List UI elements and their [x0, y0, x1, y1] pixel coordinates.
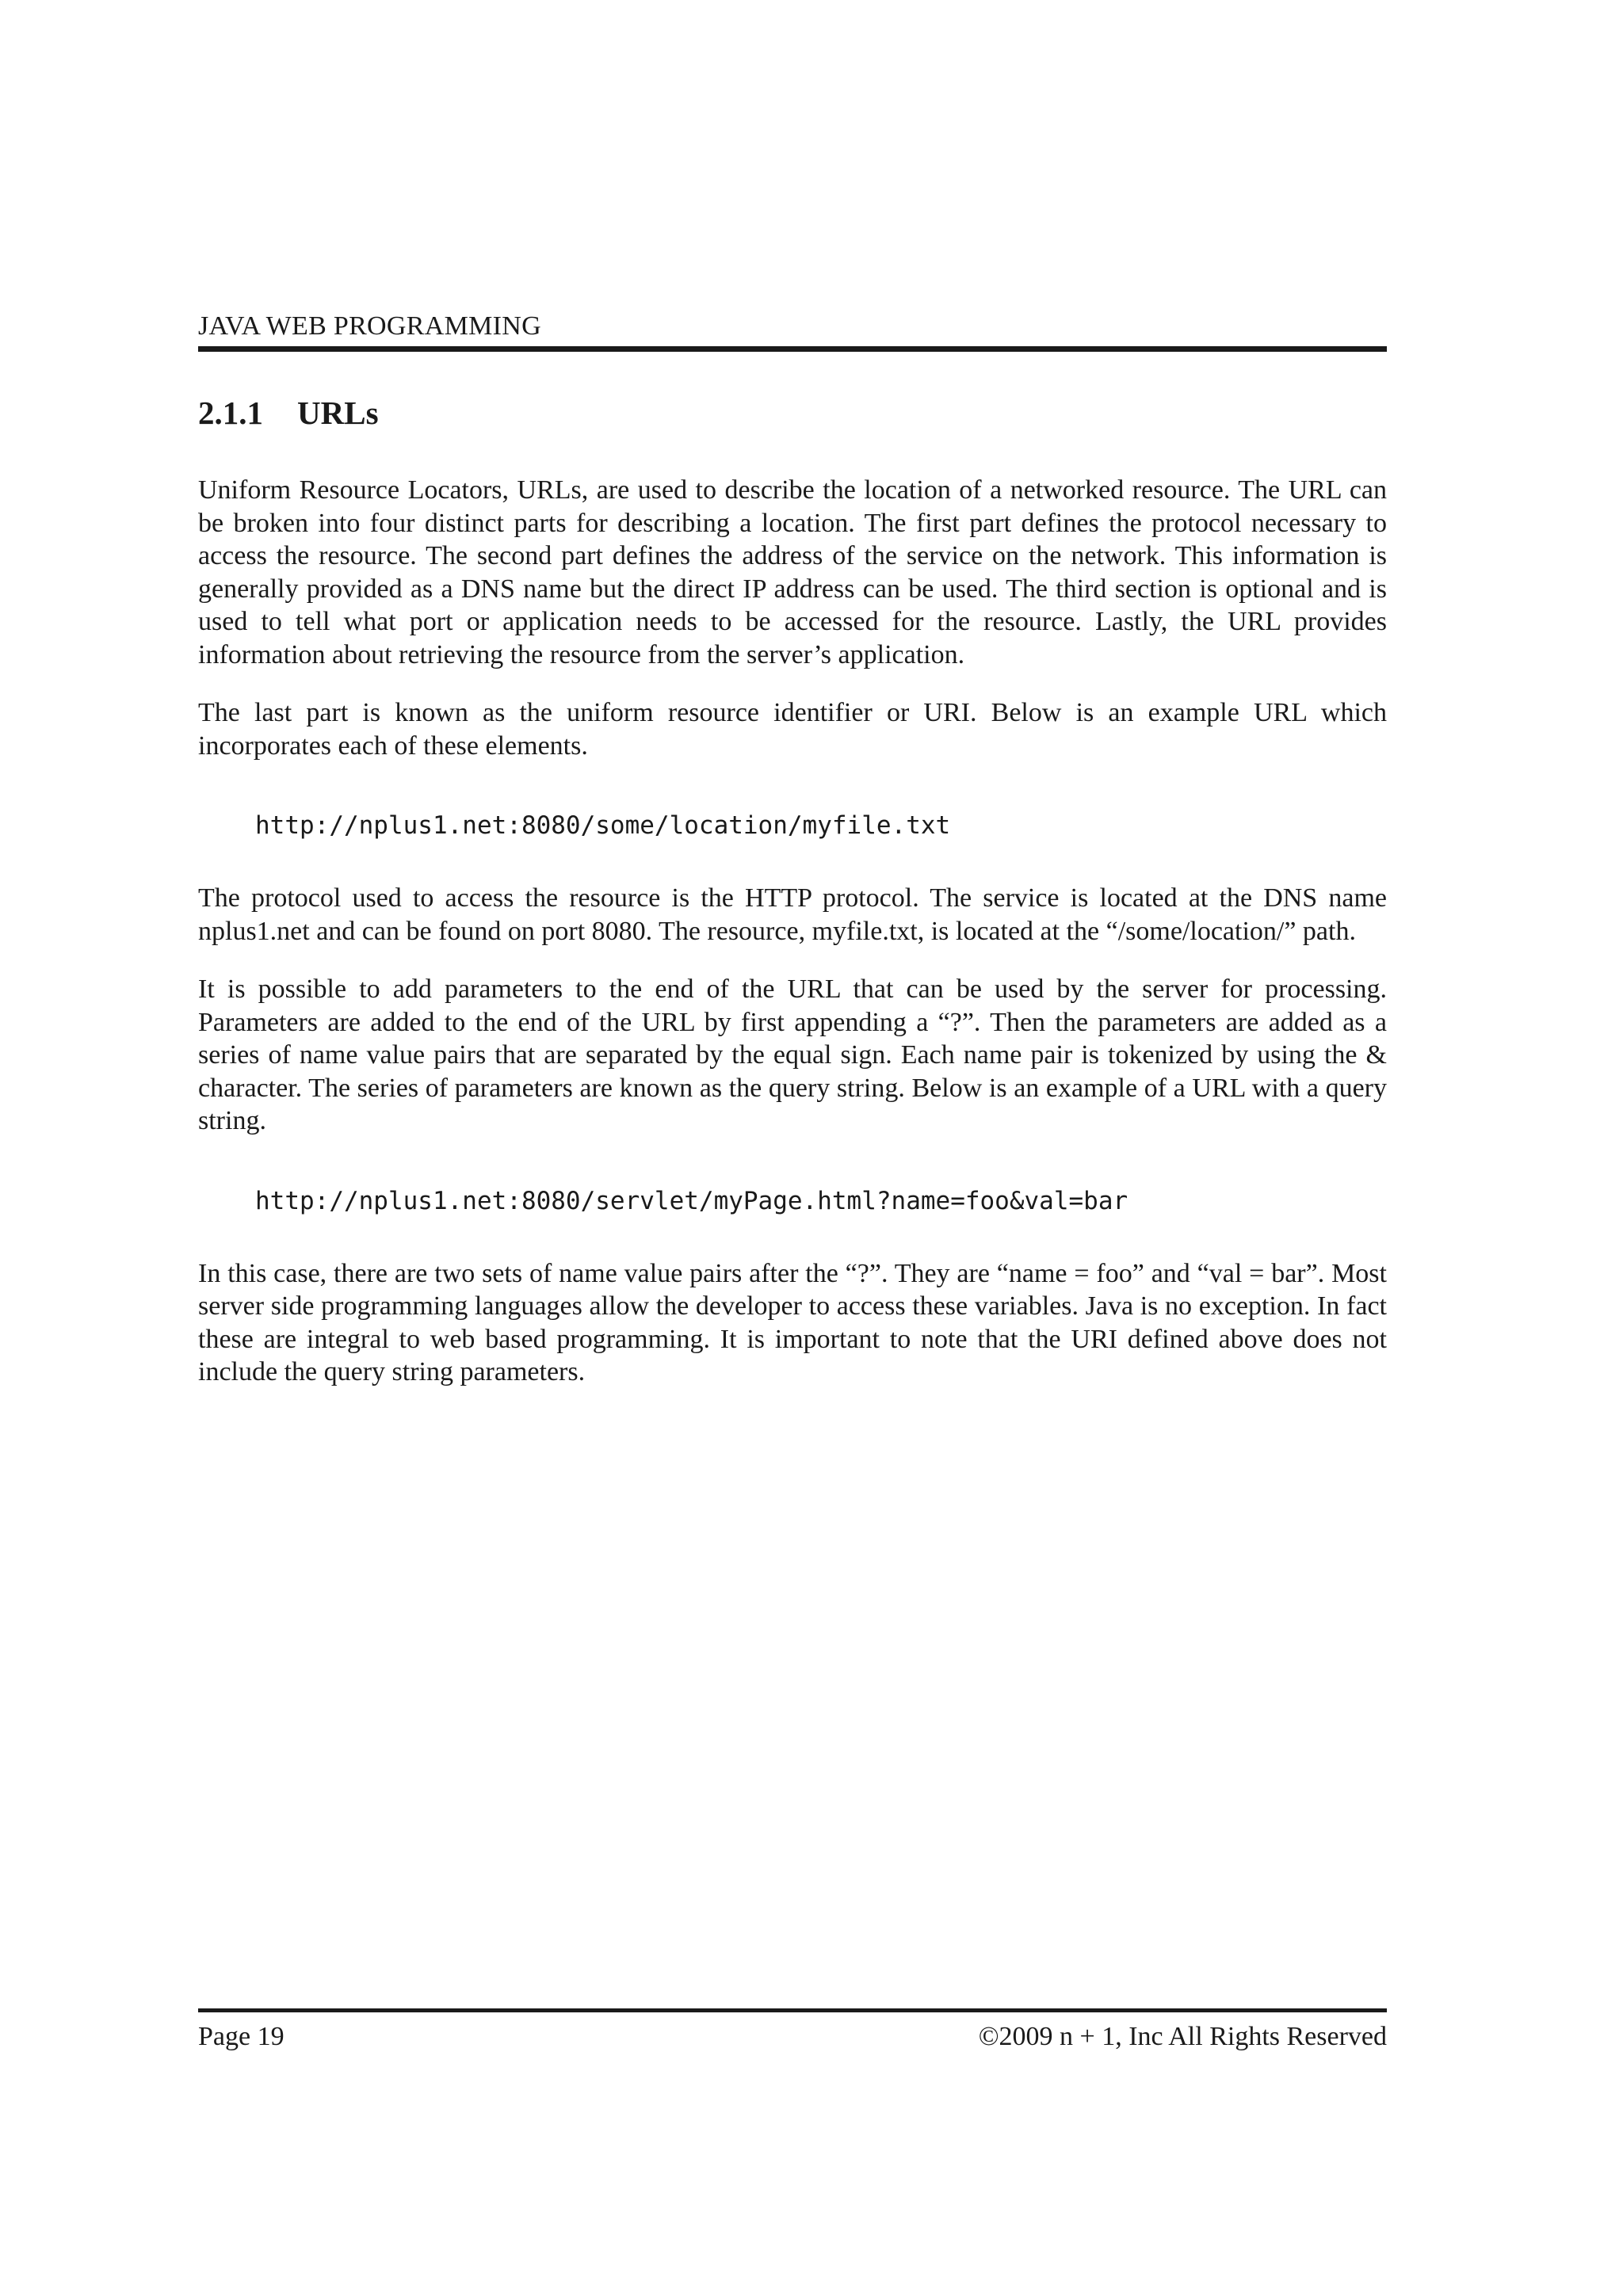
page-number: Page 19	[198, 2022, 285, 2051]
section-number: 2.1.1	[198, 395, 263, 431]
copyright-notice: ©2009 n + 1, Inc All Rights Reserved	[978, 2022, 1387, 2051]
paragraph-name-value-pairs: In this case, there are two sets of name value pairs after the “?”. They are “name = foo” and “val = bar”. Most server side programming languages allow the developer to access these variables. Java is no exception. In fact these are integral to web based programming. It is important to note that the URI defined above does not include the query string parameters.	[198, 1258, 1387, 1386]
paragraph-parameters: It is possible to add parameters to the end of the URL that can be used by the server for processing. Parameters are added to the end of the URL by first appending a “?”. Then the parameters are added as a series of name value pairs that are separated by the equal sign. Each name pair is tokenized by using the & character. The series of parameters are known as the query string. Below is an example of a URL with a query string.	[198, 974, 1387, 1135]
section-heading	[198, 393, 379, 433]
code-example-query-string: http://nplus1.net:8080/servlet/myPage.html?name=foo&val=bar	[255, 1186, 1128, 1215]
header-rule	[198, 346, 1387, 352]
paragraph-uri: The last part is known as the uniform resource identifier or URI. Below is an example URL which incorporates each of these elements.	[198, 698, 1387, 761]
document-page	[198, 0, 1387, 2296]
paragraph-urls-intro: Uniform Resource Locators, URLs, are used to describe the location of a networked resource. The URL can be broken into four distinct parts for describing a location. The first part defines the protocol necessary to access the resource. The second part defines the address of the service on the network. This information is generally provided as a DNS name but the direct IP address can be used. The third section is optional and is used to tell what port or application needs to be accessed for the resource. Lastly, the URL provides information about retrieving the resource from the server’s application.	[198, 475, 1387, 669]
paragraph-protocol: The protocol used to access the resource is the HTTP protocol. The service is located at the DNS name nplus1.net and can be found on port 8080. The resource, myfile.txt, is located at the “/some/location/” path.	[198, 883, 1387, 946]
section-title: URLs	[297, 395, 379, 431]
running-header: JAVA WEB PROGRAMMING	[198, 311, 541, 341]
footer-rule	[198, 2008, 1387, 2012]
code-example-url: http://nplus1.net:8080/some/location/myfile.txt	[255, 811, 951, 840]
body-text	[198, 474, 1387, 1389]
